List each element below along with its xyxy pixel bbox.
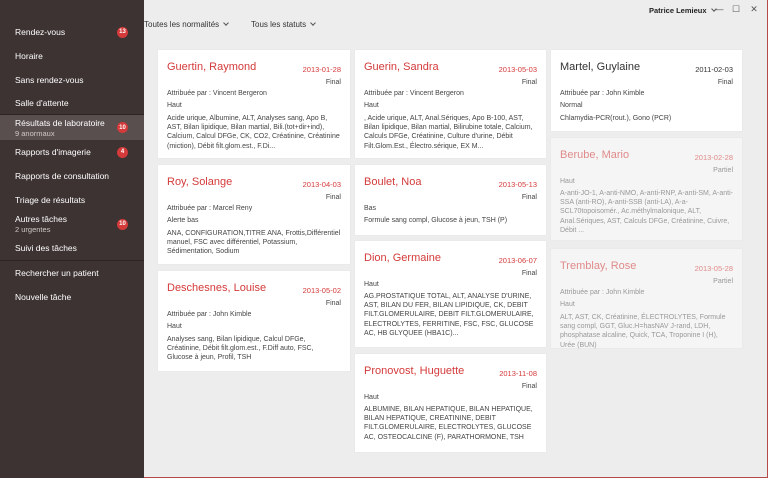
sidebar-item-label: Rapports de consultation	[15, 171, 110, 181]
result-card[interactable]	[551, 249, 742, 348]
test-list: A-anti-JO-1, A-anti-NMO, A-anti-RNP, A-anti-SM, A-anti-SSA (anti-RO), A-anti-SSB (anti-LA), A-a-SCL70topoisomér., Ac.méthylmalonique, ALT, Anal.Sériques, AST, Calculs DFGe, Créatinine, Cuivre, Débit ...	[560, 190, 733, 234]
assigned-by: Attribuée par : Vincent Bergeron	[364, 90, 464, 97]
patient-name: Berube, Mario	[560, 149, 630, 161]
result-status: Final	[521, 270, 537, 277]
result-status: Final	[325, 300, 341, 307]
sidebar-item-label: Salle d'attente	[15, 98, 69, 108]
result-date: 2013-05-13	[498, 180, 537, 189]
result-card[interactable]	[551, 50, 742, 131]
test-list: ALBUMINE, BILAN HEPATIQUE, BILAN HEPATIQUE, BILAN HEPATIQUE, CREATININE, DEBIT FILT.GLOMERULAIRE, ELECTROLYTES, GLUCOSE AC, OSTEOCALCINE (F), PARATHORMONE, TSH	[364, 406, 533, 441]
test-list: Chlamydia-PCR(rout.), Gono (PCR)	[560, 115, 672, 122]
status-filter[interactable]	[251, 20, 315, 29]
sidebar-item-label: Suivi des tâches	[15, 243, 77, 253]
priority: Haut	[364, 394, 379, 401]
sidebar-item-label: Autres tâches	[15, 214, 67, 224]
sidebar-item-rapports-consultation[interactable]	[0, 164, 144, 188]
result-status: Partiel	[713, 278, 733, 285]
priority: Alerte bas	[167, 217, 199, 224]
priority: Haut	[167, 323, 182, 330]
patient-name: Pronovost, Huguette	[364, 365, 465, 377]
result-date: 2013-05-02	[302, 286, 341, 295]
priority: Haut	[364, 281, 379, 288]
result-status: Final	[521, 79, 537, 86]
count-badge: 4	[117, 147, 128, 158]
priority: Haut	[560, 301, 575, 308]
result-card[interactable]	[551, 138, 742, 240]
patient-name: Guerin, Sandra	[364, 61, 439, 73]
sidebar-item-rapports-imagerie[interactable]	[0, 140, 144, 164]
patient-name: Roy, Solange	[167, 176, 233, 188]
result-status: Final	[521, 383, 537, 390]
result-status: Final	[521, 194, 537, 201]
result-date: 2013-05-28	[694, 264, 733, 273]
result-date: 2013-01-28	[302, 65, 341, 74]
result-card[interactable]	[355, 354, 546, 452]
assigned-by: Attribuée par : John Kimble	[560, 90, 645, 97]
result-card[interactable]	[158, 271, 350, 371]
sidebar-item-label: Horaire	[15, 51, 43, 61]
result-status: Final	[325, 194, 341, 201]
test-list: AG.PROSTATIQUE TOTAL, ALT, ANALYSE D'URINE, AST, BILAN DU FER, BILAN LIPIDIQUE, CK, DEBIT FILT.GLOMERULAIRE, DEBIT FILT.GLOMERULAIRE, ELECTROLYTES, FERRITINE, FSC, FSC, GLUCOSE AC, HB GLYQUEE (HBA1C)...	[364, 293, 534, 337]
chevron-down-icon	[223, 20, 229, 26]
sidebar-item-resultats-laboratoire[interactable]	[0, 115, 144, 140]
priority: Bas	[364, 205, 377, 212]
count-badge: 10	[117, 122, 128, 133]
minimize-button[interactable]: —	[714, 4, 724, 14]
result-card[interactable]	[355, 241, 546, 347]
test-list: Analyses sang, Bilan lipidique, Calcul DFGe, Créatinine, Débit filt.glom.est., F.Diff auto, FSC, Glucose à jeun, Profil, TSH	[167, 336, 314, 362]
assigned-by: Attribuée par : John Kimble	[560, 289, 645, 296]
sidebar-item-label: Rechercher un patient	[15, 268, 99, 278]
sidebar-item-label: Triage de résultats	[15, 195, 86, 205]
patient-name: Dion, Germaine	[364, 252, 442, 264]
priority: Haut	[560, 178, 575, 185]
result-card[interactable]	[158, 165, 350, 264]
sidebar-item-horaire[interactable]	[0, 44, 144, 68]
result-date: 2013-02-28	[694, 153, 733, 162]
sidebar-item-sublabel: 9 anormaux	[15, 128, 55, 138]
status-filter-label: Tous les statuts	[251, 20, 307, 29]
result-status: Final	[325, 79, 341, 86]
priority: Haut	[167, 102, 182, 109]
count-badge: 10	[117, 219, 128, 230]
sidebar	[0, 0, 144, 478]
test-list: Acide urique, Albumine, ALT, Analyses sang, Apo B, AST, Bilan lipidique, Bilan martial, Bili.(tot+dir+ind), Calcium, Calcul DFGe, CK, CO2, Créatinine, Créatinine (miction), Débit filt.glom.est., F.Di...	[167, 115, 340, 150]
result-date: 2013-06-07	[498, 256, 537, 265]
close-button[interactable]: ✕	[750, 4, 758, 14]
priority: Haut	[364, 102, 379, 109]
test-list: ALT, AST, CK, Créatinine, ÉLECTROLYTES, Formule sang compl, GGT, Gluc.H=hasNAV J-rand, LDH, phosphatase alcaline, Quick, TCA, Troponine I (H), Urée (BUN)	[560, 314, 726, 349]
user-menu[interactable]	[649, 6, 716, 15]
test-list: Formule sang compl, Glucose à jeun, TSH (P)	[364, 217, 508, 224]
maximize-button[interactable]: ☐	[731, 4, 741, 14]
normality-filter-label: Toutes les normalités	[144, 20, 220, 29]
sidebar-item-salle-attente[interactable]	[0, 92, 144, 114]
assigned-by: Attribuée par : John Kimble	[167, 311, 252, 318]
result-card[interactable]	[355, 50, 546, 158]
assigned-by: Attribuée par : Marcel Reny	[167, 205, 253, 212]
result-date: 2013-04-03	[302, 180, 341, 189]
patient-name: Tremblay, Rose	[560, 260, 637, 272]
result-date: 2011-02-03	[695, 65, 733, 74]
sidebar-item-label: Résultats de laboratoire	[15, 117, 105, 128]
sidebar-item-rechercher-patient[interactable]	[0, 261, 144, 285]
test-list: , Acide urique, ALT, Anal.Sériques, Apo B-100, AST, Bilan lipidique, Bilan martial, Bilirubine totale, Calcium, Calculs DFGe, Créatinine, Culture d'urine, Débit Filt.Glom.Est., Électro.sérique, EX M...	[364, 115, 533, 150]
sidebar-item-triage-resultats[interactable]	[0, 188, 144, 212]
result-status: Partiel	[713, 167, 733, 174]
sidebar-item-rendez-vous[interactable]	[0, 20, 144, 44]
sidebar-item-sans-rendez-vous[interactable]	[0, 68, 144, 92]
patient-name: Martel, Guylaine	[560, 61, 641, 73]
toolbar	[144, 0, 767, 40]
sidebar-item-suivi-taches[interactable]	[0, 236, 144, 260]
assigned-by: Attribuée par : Vincent Bergeron	[167, 90, 267, 97]
patient-name: Boulet, Noa	[364, 176, 422, 188]
test-list: ANA, CONFIGURATION,TITRE ANA, Frottis,Différentiel manuel, FSC avec différentiel, Potassium, Sédimentation, Sodium	[167, 230, 341, 256]
sidebar-item-label: Nouvelle tâche	[15, 292, 72, 302]
normality-filter[interactable]	[144, 20, 228, 29]
patient-name: Deschesnes, Louise	[167, 282, 267, 294]
sidebar-item-sublabel: 2 urgentes	[15, 225, 51, 234]
sidebar-item-autres-taches[interactable]	[0, 212, 144, 236]
user-name: Patrice Lemieux	[649, 6, 707, 15]
result-status: Final	[717, 79, 733, 86]
chevron-down-icon	[310, 20, 316, 26]
count-badge: 13	[117, 27, 128, 38]
result-card[interactable]	[158, 50, 350, 158]
sidebar-item-label: Rapports d'imagerie	[15, 147, 91, 157]
sidebar-item-nouvelle-tache[interactable]	[0, 285, 144, 309]
patient-name: Guertin, Raymond	[167, 61, 257, 73]
result-date: 2013-05-03	[498, 65, 537, 74]
sidebar-item-label: Sans rendez-vous	[15, 75, 84, 85]
sidebar-item-label: Rendez-vous	[15, 27, 66, 37]
result-card[interactable]	[355, 165, 546, 235]
result-date: 2013-11-08	[499, 369, 537, 378]
priority: Normal	[560, 102, 583, 109]
